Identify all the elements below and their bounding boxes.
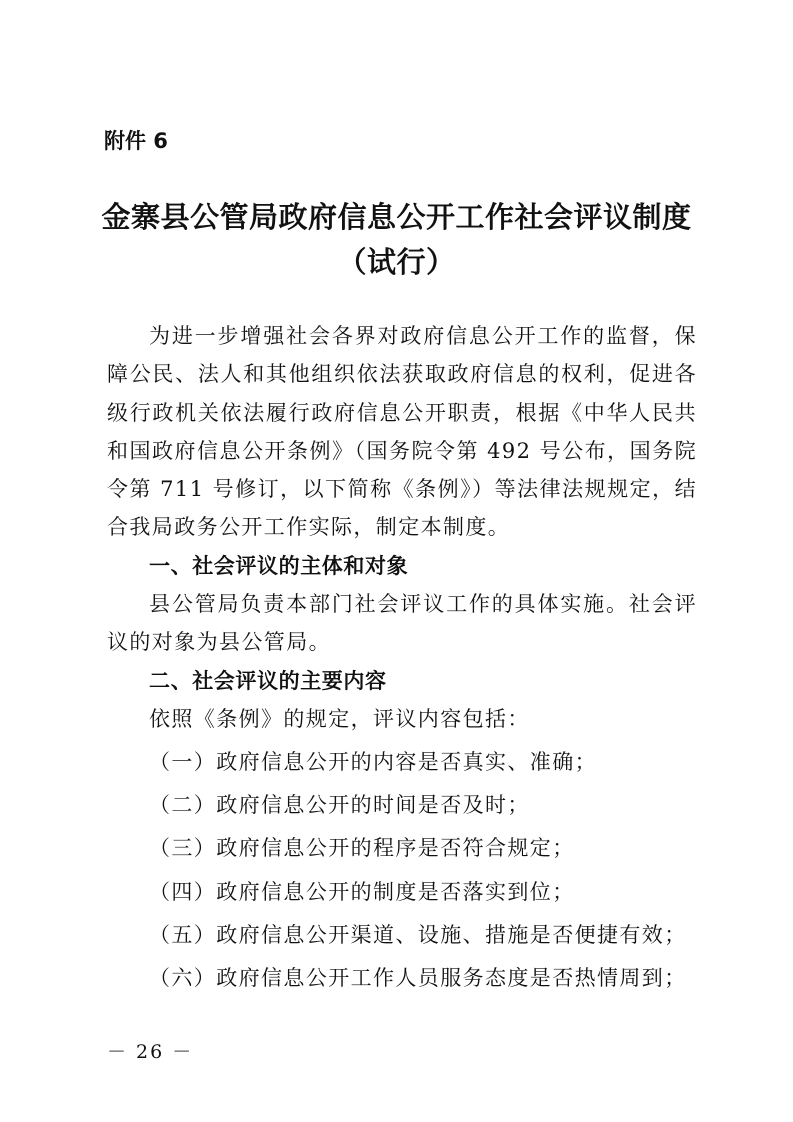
- section-text-1: 县公管局负责本部门社会评议工作的具体实施。社会评议的对象为县公管局。: [107, 592, 697, 655]
- document-body: [107, 317, 697, 738]
- document-subtitle: （试行）: [337, 245, 456, 279]
- list-item: （二）政府信息公开的时间是否及时；: [149, 793, 530, 818]
- document-title: 金寨县公管局政府信息公开工作社会评议制度: [101, 200, 692, 234]
- page-number: － 26 －: [107, 1041, 194, 1063]
- section-heading-1: 一、社会评议的主体和对象: [149, 553, 409, 578]
- list-item: （六）政府信息公开工作人员服务态度是否热情周到；: [149, 966, 687, 991]
- list-item: （三）政府信息公开的程序是否符合规定；: [149, 836, 575, 861]
- list-item: （一）政府信息公开的内容是否真实、准确；: [149, 750, 597, 774]
- list-item: （四）政府信息公开的制度是否落实到位；: [149, 879, 575, 904]
- intro-paragraph: 为进一步增强社会各界对政府信息公开工作的监督，保障公民、法人和其他组织依法获取政府信息的权利，促进各级行政机关依法履行政府信息公开职责，根据《中华人民共和国政府信息公开条例》（国务院令第 492 号公布，国务院令第 711 号修订，以下简称《条例》）等法律法规规定，结合我局政务公开工作实际，制定本制度。: [107, 324, 697, 540]
- section-heading-2: 二、社会评议的主要内容: [149, 668, 387, 693]
- attachment-label: 附件 6: [104, 129, 168, 153]
- list-item: （五）政府信息公开渠道、设施、措施是否便捷有效；: [149, 922, 687, 947]
- evaluation-items-list: [149, 741, 687, 1000]
- section-text-2: 依照《条例》的规定，评议内容包括：: [149, 706, 530, 731]
